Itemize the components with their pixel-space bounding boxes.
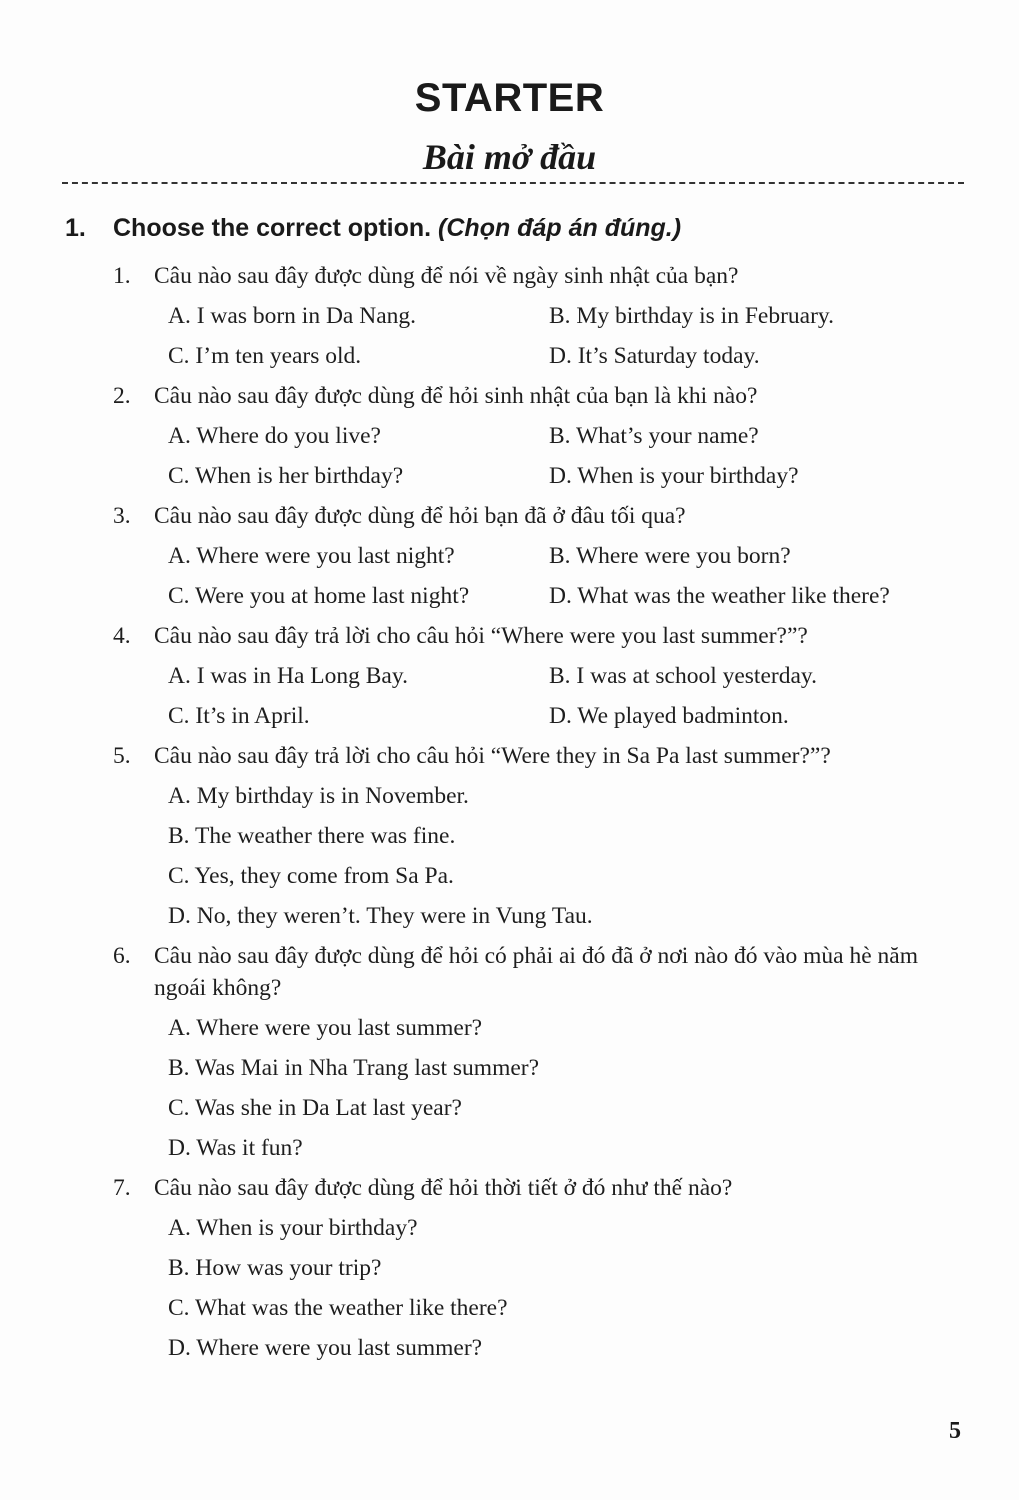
exercise-heading <box>65 214 681 243</box>
option-b: B. I was at school yesterday. <box>549 663 818 689</box>
question-7-options <box>168 1208 973 1368</box>
question-list <box>113 256 973 1368</box>
option-d: D. What was the weather like there? <box>549 583 890 609</box>
question-text: Câu nào sau đây trả lời cho câu hỏi “Where were you last summer?”? <box>154 623 808 649</box>
question-1 <box>113 256 973 296</box>
option-c: C. What was the weather like there? <box>168 1295 508 1321</box>
option-b: B. Was Mai in Nha Trang last summer? <box>168 1055 540 1081</box>
page-number: 5 <box>949 1418 961 1444</box>
question-text: Câu nào sau đây được dùng để hỏi có phải ai đó đã ở nơi nào đó vào mùa hè năm ngoái không? <box>154 943 918 1001</box>
option-a: A. My birthday is in November. <box>168 783 469 809</box>
question-text: Câu nào sau đây được dùng để hỏi sinh nhật của bạn là khi nào? <box>154 383 758 409</box>
question-3-options <box>168 536 973 616</box>
option-d: D. Where were you last summer? <box>168 1335 483 1361</box>
option-a: A. Where were you last night? <box>168 543 455 569</box>
question-number: 5. <box>113 743 131 769</box>
question-4-options <box>168 656 973 736</box>
question-1-options <box>168 296 973 376</box>
option-c: C. Was she in Da Lat last year? <box>168 1095 462 1121</box>
option-d: D. Was it fun? <box>168 1135 303 1161</box>
question-number: 2. <box>113 383 131 409</box>
option-c: C. When is her birthday? <box>168 463 404 489</box>
question-number: 4. <box>113 623 131 649</box>
option-a: A. When is your birthday? <box>168 1215 418 1241</box>
question-number: 1. <box>113 263 131 289</box>
option-d: D. It’s Saturday today. <box>549 343 760 369</box>
question-number: 3. <box>113 503 131 529</box>
question-7 <box>113 1168 973 1208</box>
option-b: B. How was your trip? <box>168 1255 382 1281</box>
option-c: C. I’m ten years old. <box>168 343 362 369</box>
option-b: B. The weather there was fine. <box>168 823 456 849</box>
option-a: A. Where were you last summer? <box>168 1015 483 1041</box>
question-text: Câu nào sau đây được dùng để hỏi bạn đã ở đâu tối qua? <box>154 503 686 529</box>
question-2 <box>113 376 973 416</box>
option-d: D. No, they weren’t. They were in Vung Tau. <box>168 903 593 929</box>
exercise-instruction: Choose the correct option. <box>113 214 432 242</box>
question-4 <box>113 616 973 656</box>
question-2-options <box>168 416 973 496</box>
question-6-options <box>168 1008 973 1168</box>
question-3 <box>113 496 973 536</box>
option-c: C. Yes, they come from Sa Pa. <box>168 863 454 889</box>
option-c: C. Were you at home last night? <box>168 583 470 609</box>
option-a: A. I was born in Da Nang. <box>168 303 417 329</box>
option-b: B. My birthday is in February. <box>549 303 835 329</box>
exercise-number: 1. <box>65 214 86 242</box>
question-5 <box>113 736 973 776</box>
question-6 <box>113 936 973 1008</box>
option-b: B. What’s your name? <box>549 423 759 449</box>
question-text: Câu nào sau đây được dùng để nói về ngày sinh nhật của bạn? <box>154 263 739 289</box>
page-title: STARTER <box>414 76 605 120</box>
question-text: Câu nào sau đây trả lời cho câu hỏi “Were they in Sa Pa last summer?”? <box>154 743 831 769</box>
dashed-divider <box>62 182 964 184</box>
question-number: 6. <box>113 943 131 969</box>
question-number: 7. <box>113 1175 131 1201</box>
exercise-instruction-vi: (Chọn đáp án đúng.) <box>438 214 682 242</box>
question-5-options <box>168 776 973 936</box>
option-d: D. When is your birthday? <box>549 463 799 489</box>
option-a: A. Where do you live? <box>168 423 381 449</box>
page-subtitle: Bài mở đầu <box>422 137 597 177</box>
option-c: C. It’s in April. <box>168 703 310 729</box>
option-a: A. I was in Ha Long Bay. <box>168 663 408 689</box>
question-text: Câu nào sau đây được dùng để hỏi thời tiết ở đó như thế nào? <box>154 1175 733 1201</box>
option-b: B. Where were you born? <box>549 543 791 569</box>
option-d: D. We played badminton. <box>549 703 789 729</box>
